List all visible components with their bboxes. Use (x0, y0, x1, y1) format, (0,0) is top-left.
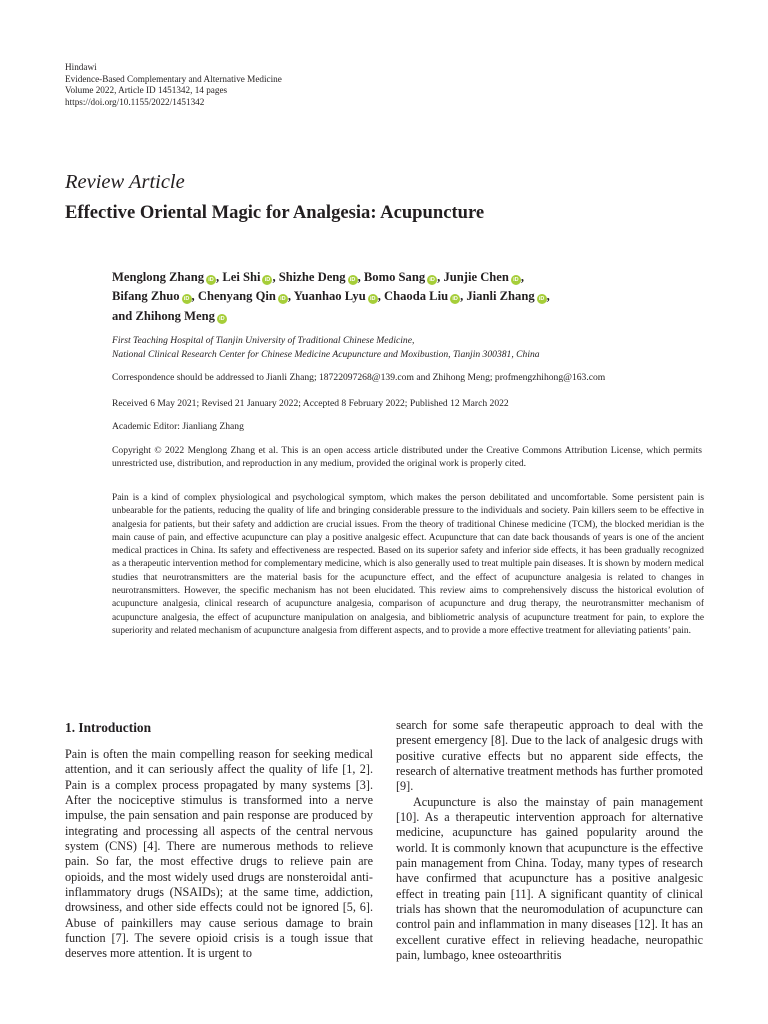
orcid-icon[interactable]: iD (262, 275, 272, 285)
copyright-notice: Copyright © 2022 Menglong Zhang et al. This is an open access article distributed under the Creative Commons Attribution License, which permits unrestricted use, distribution, and reproduction in any medium, provided the original work is properly cited. (112, 445, 702, 470)
author: Yuanhao Lyu iD (294, 289, 378, 303)
author-line-1: Menglong Zhang iD , Lei Shi iD , Shizhe Deng iD , Bomo Sang iD , Junjie Chen iD , (112, 270, 525, 284)
article-title: Effective Oriental Magic for Analgesia: Acupuncture (65, 202, 485, 223)
publisher-name: Hindawi (65, 62, 97, 72)
orcid-icon[interactable]: iD (450, 294, 460, 304)
orcid-icon[interactable]: iD (278, 294, 288, 304)
orcid-icon[interactable]: iD (427, 275, 437, 285)
body-paragraph: Acupuncture is also the mainstay of pain management [10]. As a therapeutic intervention approach for alternative medicine, acupuncture has gained popularity around the world. It is commonly known that acupuncture is the effective pain management from China. Today, many types of research have confirmed that acupuncture has a positive analgesic effect in treating pain [11]. A significant quantity of clinical trials has shown that the neuromodulation of acupuncture can control pain and inflammation in many diseases [12]. It has an excellent curative effect in relieving headache, neuropathic pain, lumbago, knee osteoarthritis (396, 794, 703, 963)
orcid-icon[interactable]: iD (206, 275, 216, 285)
author: Shizhe Deng iD (279, 270, 358, 284)
author: Bomo Sang iD (364, 270, 437, 284)
journal-header (65, 62, 282, 108)
left-column (65, 747, 373, 962)
abstract: Pain is a kind of complex physiological and psychological symptom, which makes the person debilitated and uncomfortable. Some persistent pain is unbearable for the patients, reducing the quality of life and bringing considerable pressure to the individuals and society. Pain killers seem to be effective in analgesia for patients, but their safety and addiction are crucial issues. From the theory of traditional Chinese medicine (TCM), the blocked meridian is the main cause of pain, and effective acupuncture can play a positive analgesic effect. Acupuncture that can date back thousands of years is one of the ancient medical practices in China. Its safety and effectiveness are respected. Based on its superior safety and inferior side effects, it has been gradually recognized as a therapeutic intervention method for complementary medicine, which is also generally used to treat multiple pain diseases. It is shown by modern medical studies that neurotransmitters are the material basis for the acupuncture effect, and the effect of acupuncture analgesia is related to changes in neurotransmitters. However, the specific mechanism has not been elucidated. This review aims to comprehensively discuss the historical evolution of acupuncture analgesia, clinical research of acupuncture analgesia, comparison of acupuncture and drug therapy, the neurotransmitter mechanism of acupuncture analgesia, the effect of acupuncture manipulation on analgesia, and bibliometric analysis of acupuncture treatment for pain, to explore the superiority and related mechanism of acupuncture analgesia from different aspects, and to provide a more effective treatment for alleviating patients’ pain. (112, 493, 704, 636)
publication-dates: Received 6 May 2021; Revised 21 January 2022; Accepted 8 February 2022; Published 12 March 2022 (112, 398, 509, 409)
orcid-icon[interactable]: iD (368, 294, 378, 304)
journal-name: Evidence-Based Complementary and Alternative Medicine (65, 73, 282, 84)
author: and Zhihong Meng iD (112, 309, 227, 323)
author-line-3 (112, 307, 672, 326)
body-paragraph: search for some safe therapeutic approach to deal with the present emergency [8]. Due to the lack of analgesic drugs with positive curative effects but no apparent side effects, the research of alternative treatment methods has further promoted [9]. (396, 718, 703, 794)
author-line-2: Bifang Zhuo iD , Chenyang Qin iD , Yuanhao Lyu iD , Chaoda Liu iD , Jianli Zhang iD , (112, 289, 550, 304)
affiliation-line: National Clinical Research Center for Chinese Medicine Acupuncture and Moxibustion, Tianjin 300381, China (112, 348, 540, 360)
author: Chaoda Liu iD (384, 289, 460, 303)
affiliation-line: First Teaching Hospital of Tianjin University of Traditional Chinese Medicine, (112, 335, 415, 346)
article-type: Review Article (65, 171, 185, 193)
author: Junjie Chen iD (443, 270, 520, 284)
orcid-icon[interactable]: iD (217, 314, 227, 324)
author: Menglong Zhang iD (112, 270, 216, 284)
body-paragraph: Pain is often the main compelling reason for seeking medical attention, and it can seriously affect the quality of life [1, 2]. Pain is a complex process propagated by many systems [3]. After the nociceptive stimulus is transformed into a nerve impulse, the pain sensation and pain response are produced by integrating and processing all aspects of the central nervous system (CNS) [4]. There are numerous methods to relieve pain. So far, the most effective drugs to relieve pain are opioids, and the most widely used drugs are nonsteroidal anti-inflammatory drugs (NSAIDs); at the same time, addiction, drowsiness, and other side effects could not be ignored [5, 6]. Abuse of painkillers may cause serious damage to brain function [7]. The severe opioid crisis is a tough issue that deserves more attention. It is urgent to (65, 747, 373, 961)
correspondence: Correspondence should be addressed to Jianli Zhang; 18722097268@139.com and Zhihong Meng; profmengzhihong@163.com (112, 372, 606, 383)
orcid-icon[interactable]: iD (348, 275, 358, 285)
orcid-icon[interactable]: iD (537, 294, 547, 304)
doi-link[interactable]: https://doi.org/10.1155/2022/1451342 (65, 96, 205, 107)
author: Bifang Zhuo iD (112, 289, 192, 303)
orcid-icon[interactable]: iD (182, 294, 192, 304)
author: Lei Shi iD (222, 270, 272, 284)
volume-line: Volume 2022, Article ID 1451342, 14 pages (65, 85, 228, 96)
author: Jianli Zhang iD (466, 289, 546, 303)
orcid-icon[interactable]: iD (511, 275, 521, 285)
academic-editor: Academic Editor: Jianliang Zhang (112, 421, 244, 432)
author-list (112, 268, 672, 326)
right-column (396, 718, 703, 964)
author: Chenyang Qin iD (198, 289, 288, 303)
section-heading: 1. Introduction (65, 720, 152, 735)
affiliation (112, 334, 540, 361)
